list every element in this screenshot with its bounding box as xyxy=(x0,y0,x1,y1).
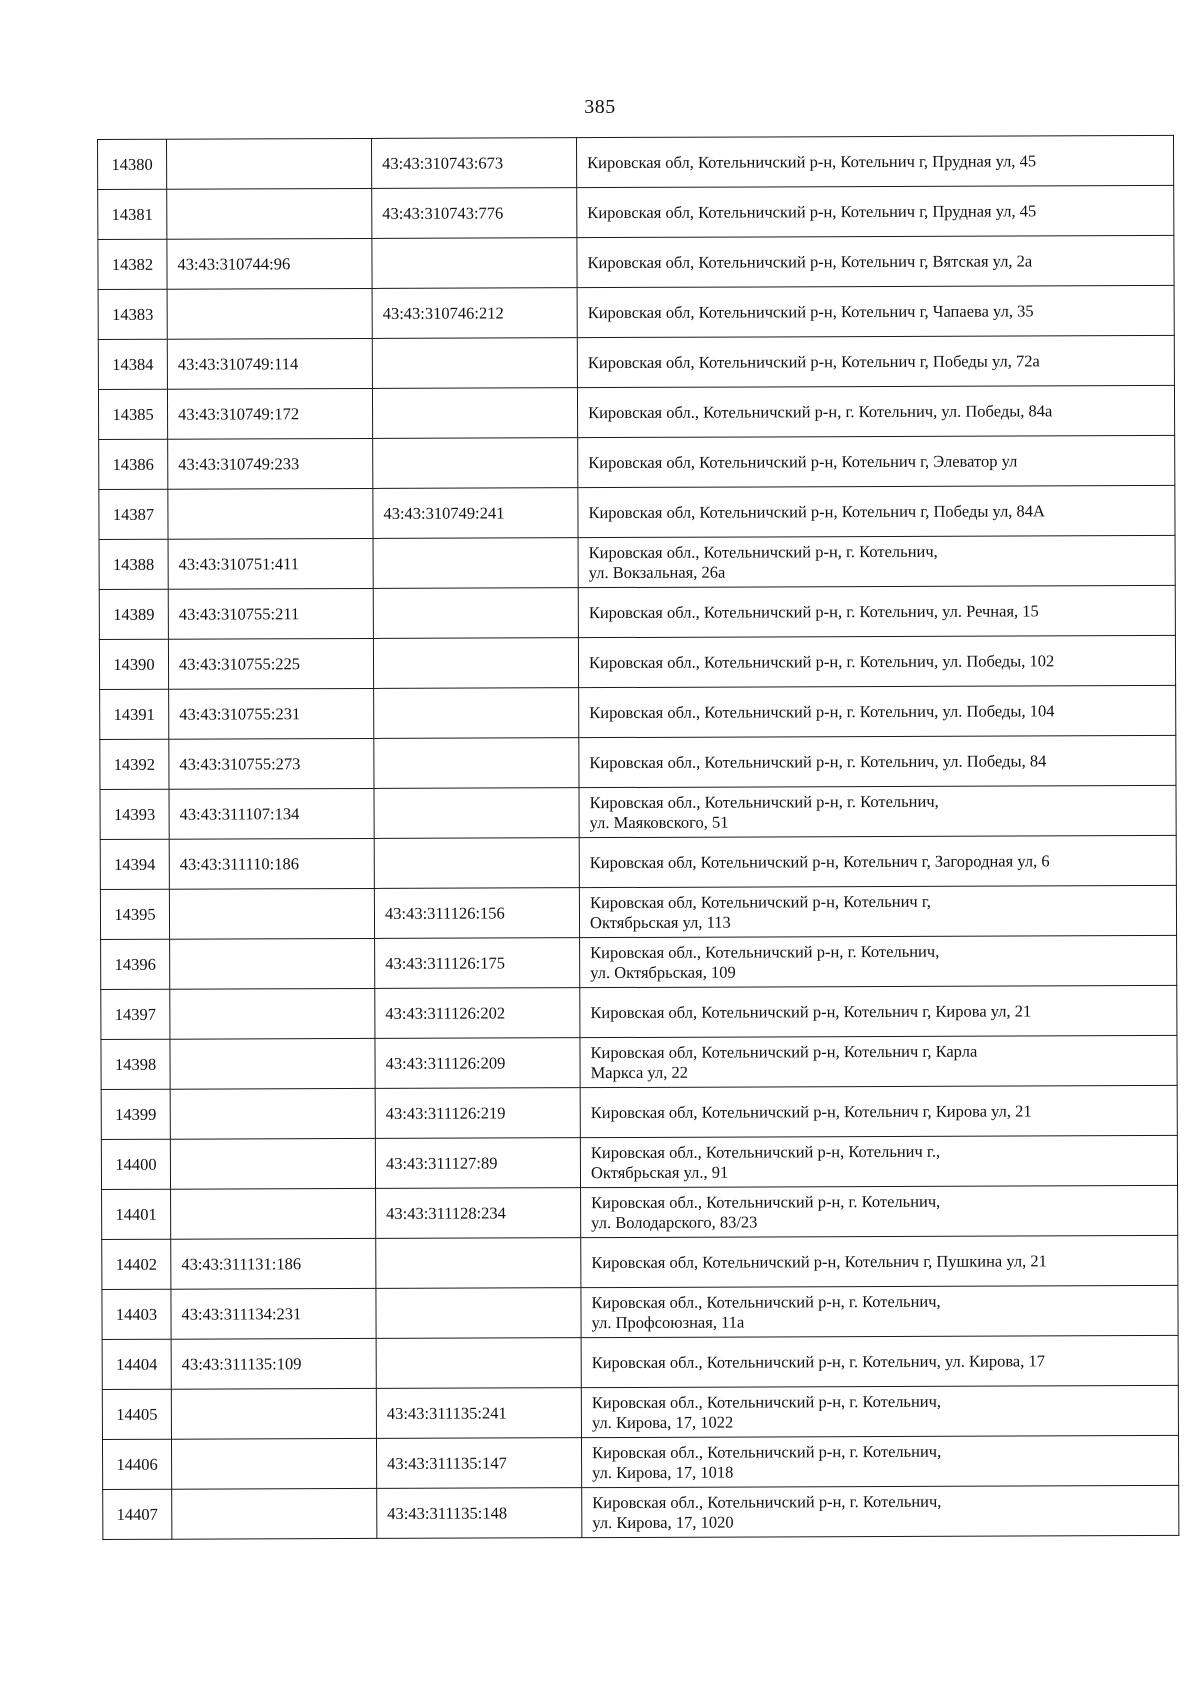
address-cell: Кировская обл., Котельничский р-н, г. Котельнич, ул. Кирова, 17, 1018 xyxy=(581,1435,1178,1487)
cadastral-number-b-cell xyxy=(374,738,579,789)
row-number-cell: 14386 xyxy=(99,439,168,489)
cadastral-number-a-cell xyxy=(168,488,373,539)
cadastral-number-a-cell: 43:43:311131:186 xyxy=(171,1238,376,1289)
cadastral-number-a-cell xyxy=(167,188,372,239)
address-cell: Кировская обл., Котельничский р-н, г. Котельнич, ул. Профсоюзная, 11а xyxy=(581,1285,1178,1337)
row-number-cell: 14384 xyxy=(98,339,167,389)
table-row xyxy=(100,735,1176,789)
address-cell: Кировская обл, Котельничский р-н, Котельнич г, Прудная ул, 45 xyxy=(577,185,1174,237)
row-number-cell: 14407 xyxy=(103,1489,172,1539)
cadastral-number-a-cell: 43:43:311110:186 xyxy=(169,838,374,889)
address-cell: Кировская обл, Котельничский р-н, Котельнич г, Пушкина ул, 21 xyxy=(581,1235,1178,1287)
address-cell: Кировская обл., Котельничский р-н, Котельнич г., Октябрьская ул., 91 xyxy=(580,1135,1177,1187)
address-cell: Кировская обл., Котельничский р-н, г. Котельнич, ул. Победы, 84а xyxy=(577,385,1174,437)
row-number-cell: 14406 xyxy=(102,1439,171,1489)
row-number-cell: 14394 xyxy=(100,839,169,889)
cadastral-number-a-cell: 43:43:311107:134 xyxy=(169,788,374,839)
cadastral-number-b-cell: 43:43:310743:673 xyxy=(371,138,576,189)
cadastral-number-a-cell: 43:43:311134:231 xyxy=(171,1288,376,1339)
cadastral-number-a-cell xyxy=(170,1138,375,1189)
cadastral-number-a-cell: 43:43:310755:273 xyxy=(169,738,374,789)
cadastral-number-b-cell xyxy=(373,438,578,489)
cadastral-number-b-cell: 43:43:311126:156 xyxy=(374,888,579,939)
row-number-cell: 14392 xyxy=(100,739,169,789)
table-row xyxy=(98,185,1174,239)
address-cell: Кировская обл, Котельничский р-н, Котельнич г, Загородная ул, 6 xyxy=(579,835,1176,887)
row-number-cell: 14401 xyxy=(102,1189,171,1239)
cadastral-number-b-cell xyxy=(376,1288,581,1339)
address-cell: Кировская обл, Котельничский р-н, Котельнич г, Чапаева ул, 35 xyxy=(577,285,1174,337)
address-cell: Кировская обл, Котельничский р-н, Котельнич г, Прудная ул, 45 xyxy=(576,135,1173,187)
table-row xyxy=(101,935,1177,989)
table-row xyxy=(98,285,1174,339)
cadastral-number-a-cell: 43:43:310755:225 xyxy=(168,638,373,689)
row-number-cell: 14405 xyxy=(102,1389,171,1439)
cadastral-number-b-cell xyxy=(373,588,578,639)
address-cell: Кировская обл., Котельничский р-н, г. Котельнич, ул. Кирова, 17, 1022 xyxy=(581,1385,1178,1437)
address-cell: Кировская обл, Котельничский р-н, Котельнич г, Победы ул, 84А xyxy=(578,485,1175,537)
cadastral-number-b-cell: 43:43:311126:175 xyxy=(375,938,580,989)
row-number-cell: 14388 xyxy=(99,539,168,589)
cadastral-number-a-cell xyxy=(171,1388,376,1439)
address-cell: Кировская обл., Котельничский р-н, г. Котельнич, ул. Кирова, 17 xyxy=(581,1335,1178,1387)
cadastral-number-a-cell: 43:43:311135:109 xyxy=(171,1338,376,1389)
row-number-cell: 14400 xyxy=(101,1139,170,1189)
table-row xyxy=(101,1135,1177,1189)
table-row xyxy=(100,785,1176,839)
table-row xyxy=(102,1285,1178,1339)
table-row xyxy=(101,985,1177,1039)
cadastral-number-b-cell: 43:43:311126:202 xyxy=(375,988,580,1039)
cadastral-number-a-cell xyxy=(170,938,375,989)
cadastral-number-a-cell: 43:43:310749:114 xyxy=(167,338,372,389)
table-row xyxy=(99,585,1175,639)
row-number-cell: 14387 xyxy=(99,489,168,539)
row-number-cell: 14395 xyxy=(100,889,169,939)
row-number-cell: 14403 xyxy=(102,1289,171,1339)
cadastral-number-a-cell xyxy=(171,1188,376,1239)
row-number-cell: 14396 xyxy=(101,939,170,989)
table-row xyxy=(101,1085,1177,1139)
row-number-cell: 14390 xyxy=(99,639,168,689)
page-number: 385 xyxy=(584,96,616,118)
row-number-cell: 14381 xyxy=(98,189,167,239)
cadastral-number-a-cell xyxy=(169,888,374,939)
cadastral-number-b-cell xyxy=(376,1238,581,1289)
table-row xyxy=(98,235,1174,289)
cadastral-number-b-cell: 43:43:311135:241 xyxy=(376,1388,581,1439)
cadastral-number-b-cell xyxy=(372,388,577,439)
cadastral-number-b-cell: 43:43:311127:89 xyxy=(375,1138,580,1189)
cadastral-number-b-cell: 43:43:310749:241 xyxy=(373,488,578,539)
property-registry-table xyxy=(97,135,1179,1540)
cadastral-number-b-cell xyxy=(372,238,577,289)
table-row xyxy=(99,435,1175,489)
table-row xyxy=(102,1385,1178,1439)
row-number-cell: 14393 xyxy=(100,789,169,839)
row-number-cell: 14383 xyxy=(98,289,167,339)
cadastral-number-b-cell: 43:43:310743:776 xyxy=(372,188,577,239)
address-cell: Кировская обл., Котельничский р-н, г. Котельнич, ул. Победы, 102 xyxy=(578,635,1175,687)
row-number-cell: 14397 xyxy=(101,989,170,1039)
cadastral-number-b-cell xyxy=(373,638,578,689)
row-number-cell: 14398 xyxy=(101,1039,170,1089)
table-row xyxy=(100,885,1176,939)
table-row xyxy=(102,1335,1178,1389)
address-cell: Кировская обл, Котельничский р-н, Котельнич г, Карла Маркса ул, 22 xyxy=(580,1035,1177,1087)
row-number-cell: 14389 xyxy=(99,589,168,639)
cadastral-number-a-cell xyxy=(170,1088,375,1139)
row-number-cell: 14380 xyxy=(98,139,167,189)
cadastral-number-a-cell xyxy=(171,1438,376,1489)
cadastral-number-b-cell: 43:43:311126:209 xyxy=(375,1038,580,1089)
row-number-cell: 14399 xyxy=(101,1089,170,1139)
table-row xyxy=(99,635,1175,689)
cadastral-number-a-cell: 43:43:310751:411 xyxy=(168,538,373,589)
table-row xyxy=(102,1185,1178,1239)
address-cell: Кировская обл, Котельничский р-н, Котельнич г, Вятская ул, 2а xyxy=(577,235,1174,287)
cadastral-number-a-cell xyxy=(167,138,372,189)
cadastral-number-a-cell: 43:43:310755:211 xyxy=(168,588,373,639)
address-cell: Кировская обл., Котельничский р-н, г. Котельнич, ул. Вокзальная, 26а xyxy=(578,535,1175,587)
row-number-cell: 14404 xyxy=(102,1339,171,1389)
address-cell: Кировская обл., Котельничский р-н, г. Котельнич, ул. Кирова, 17, 1020 xyxy=(582,1485,1179,1537)
cadastral-number-a-cell: 43:43:310749:172 xyxy=(167,388,372,439)
row-number-cell: 14382 xyxy=(98,239,167,289)
cadastral-number-a-cell: 43:43:310744:96 xyxy=(167,238,372,289)
cadastral-number-b-cell: 43:43:311135:148 xyxy=(377,1488,582,1539)
table-row xyxy=(99,485,1175,539)
cadastral-number-a-cell: 43:43:310749:233 xyxy=(168,438,373,489)
table-row xyxy=(98,385,1174,439)
address-cell: Кировская обл., Котельничский р-н, г. Котельнич, ул. Победы, 104 xyxy=(579,685,1176,737)
table-row xyxy=(99,535,1175,589)
row-number-cell: 14391 xyxy=(100,689,169,739)
cadastral-number-a-cell: 43:43:310755:231 xyxy=(169,688,374,739)
cadastral-number-b-cell xyxy=(376,1338,581,1389)
row-number-cell: 14385 xyxy=(98,389,167,439)
table-row xyxy=(98,135,1174,189)
table-row xyxy=(103,1485,1179,1539)
cadastral-number-b-cell xyxy=(374,688,579,739)
cadastral-number-b-cell xyxy=(374,838,579,889)
address-cell: Кировская обл., Котельничский р-н, г. Котельнич, ул. Победы, 84 xyxy=(579,735,1176,787)
address-cell: Кировская обл., Котельничский р-н, г. Котельнич, ул. Речная, 15 xyxy=(578,585,1175,637)
address-cell: Кировская обл, Котельничский р-н, Котельнич г, Кирова ул, 21 xyxy=(580,985,1177,1037)
row-number-cell: 14402 xyxy=(102,1239,171,1289)
table-row xyxy=(100,685,1176,739)
table-row xyxy=(100,835,1176,889)
table-row xyxy=(102,1435,1178,1489)
cadastral-number-b-cell xyxy=(374,788,579,839)
cadastral-number-a-cell xyxy=(172,1488,377,1539)
cadastral-number-a-cell xyxy=(170,1038,375,1089)
cadastral-number-b-cell: 43:43:311126:219 xyxy=(375,1088,580,1139)
address-cell: Кировская обл., Котельничский р-н, г. Котельнич, ул. Маяковского, 51 xyxy=(579,785,1176,837)
cadastral-number-b-cell: 43:43:311128:234 xyxy=(376,1188,581,1239)
table-row xyxy=(102,1235,1178,1289)
cadastral-number-b-cell xyxy=(372,338,577,389)
address-cell: Кировская обл., Котельничский р-н, г. Котельнич, ул. Володарского, 83/23 xyxy=(581,1185,1178,1237)
address-cell: Кировская обл, Котельничский р-н, Котельнич г, Октябрьская ул, 113 xyxy=(579,885,1176,937)
registry-table-body xyxy=(98,135,1179,1539)
address-cell: Кировская обл, Котельничский р-н, Котельнич г, Кирова ул, 21 xyxy=(580,1085,1177,1137)
cadastral-number-b-cell: 43:43:310746:212 xyxy=(372,288,577,339)
address-cell: Кировская обл., Котельничский р-н, г. Котельнич, ул. Октябрьская, 109 xyxy=(580,935,1177,987)
cadastral-number-a-cell xyxy=(170,988,375,1039)
cadastral-number-b-cell xyxy=(373,538,578,589)
table-row xyxy=(98,335,1174,389)
cadastral-number-b-cell: 43:43:311135:147 xyxy=(376,1438,581,1489)
cadastral-number-a-cell xyxy=(167,288,372,339)
address-cell: Кировская обл, Котельничский р-н, Котельнич г, Элеватор ул xyxy=(578,435,1175,487)
address-cell: Кировская обл, Котельничский р-н, Котельнич г, Победы ул, 72а xyxy=(577,335,1174,387)
table-row xyxy=(101,1035,1177,1089)
